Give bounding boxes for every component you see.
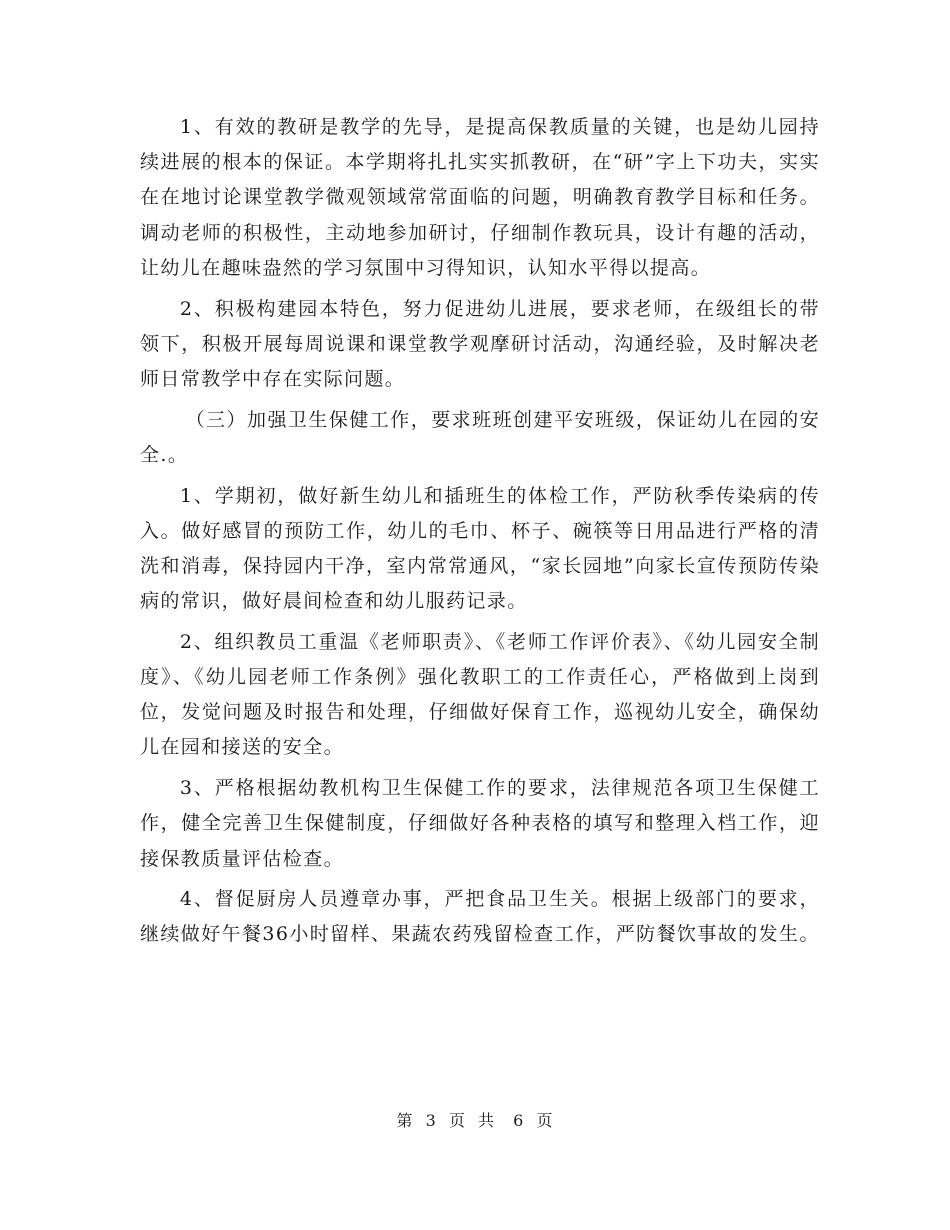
paragraph-research-guidance: 1、有效的教研是教学的先导，是提高保教质量的关键，也是幼儿园持续进展的根本的保证。本学期将扎扎实实抓教研，在“研”字上下功夫，实实在在地讨论课堂教学微观领域常常面临的问题，明确教育教学目标和任务。调动老师的积极性，主动地参加研讨，仔细制作教玩具，设计有趣的活动，让幼儿在趣味盎然的学习氛围中习得知识，认知水平得以提高。 bbox=[140, 116, 820, 279]
page-label-prefix: 第 bbox=[396, 1111, 414, 1130]
paragraph-health-checkup: 1、学期初，做好新生幼儿和插班生的体检工作，严防秋季传染病的传入。做好感冒的预防工作，幼儿的毛巾、杯子、碗筷等日用品进行严格的清洗和消毒，保持园内干净，室内常常通风，“家长园地”向家长宣传预防传染病的常识，做好晨间检查和幼儿服药记录。 bbox=[140, 484, 820, 613]
paragraph-kindergarten-features: 2、积极构建园本特色，努力促进幼儿进展，要求老师，在级组长的带领下，积极开展每周说课和课堂教学观摩研讨活动，沟通经验，及时解决老师日常教学中存在实际问题。 bbox=[140, 297, 820, 390]
page-label-suffix: 页 bbox=[536, 1111, 554, 1130]
document-body bbox=[140, 110, 820, 958]
total-pages-number: 6 bbox=[513, 1111, 525, 1130]
total-label: 共 bbox=[478, 1111, 496, 1130]
page-label-mid: 页 bbox=[448, 1111, 466, 1130]
current-page-number: 3 bbox=[425, 1111, 437, 1130]
paragraph-staff-duties: 2、组织教员工重温《老师职责》、《老师工作评价表》、《幼儿园安全制度》、《幼儿园老师工作条例》强化教职工的工作责任心，严格做到上岗到位，发觉问题及时报告和处理，仔细做好保育工作，巡视幼儿安全，确保幼儿在园和接送的安全。 bbox=[140, 630, 820, 759]
page-number-footer bbox=[0, 1108, 950, 1131]
paragraph-health-regulations: 3、严格根据幼教机构卫生保健工作的要求，法律规范各项卫生保健工作，健全完善卫生保健制度，仔细做好各种表格的填写和整理入档工作，迎接保教质量评估检查。 bbox=[140, 777, 820, 870]
section-heading-health-care: （三）加强卫生保健工作，要求班班创建平安班级，保证幼儿在园的安全.。 bbox=[140, 408, 820, 466]
paragraph-food-safety: 4、督促厨房人员遵章办事，严把食品卫生关。根据上级部门的要求，继续做好午餐36小时留样、果蔬农药残留检查工作，严防餐饮事故的发生。 bbox=[140, 888, 820, 946]
